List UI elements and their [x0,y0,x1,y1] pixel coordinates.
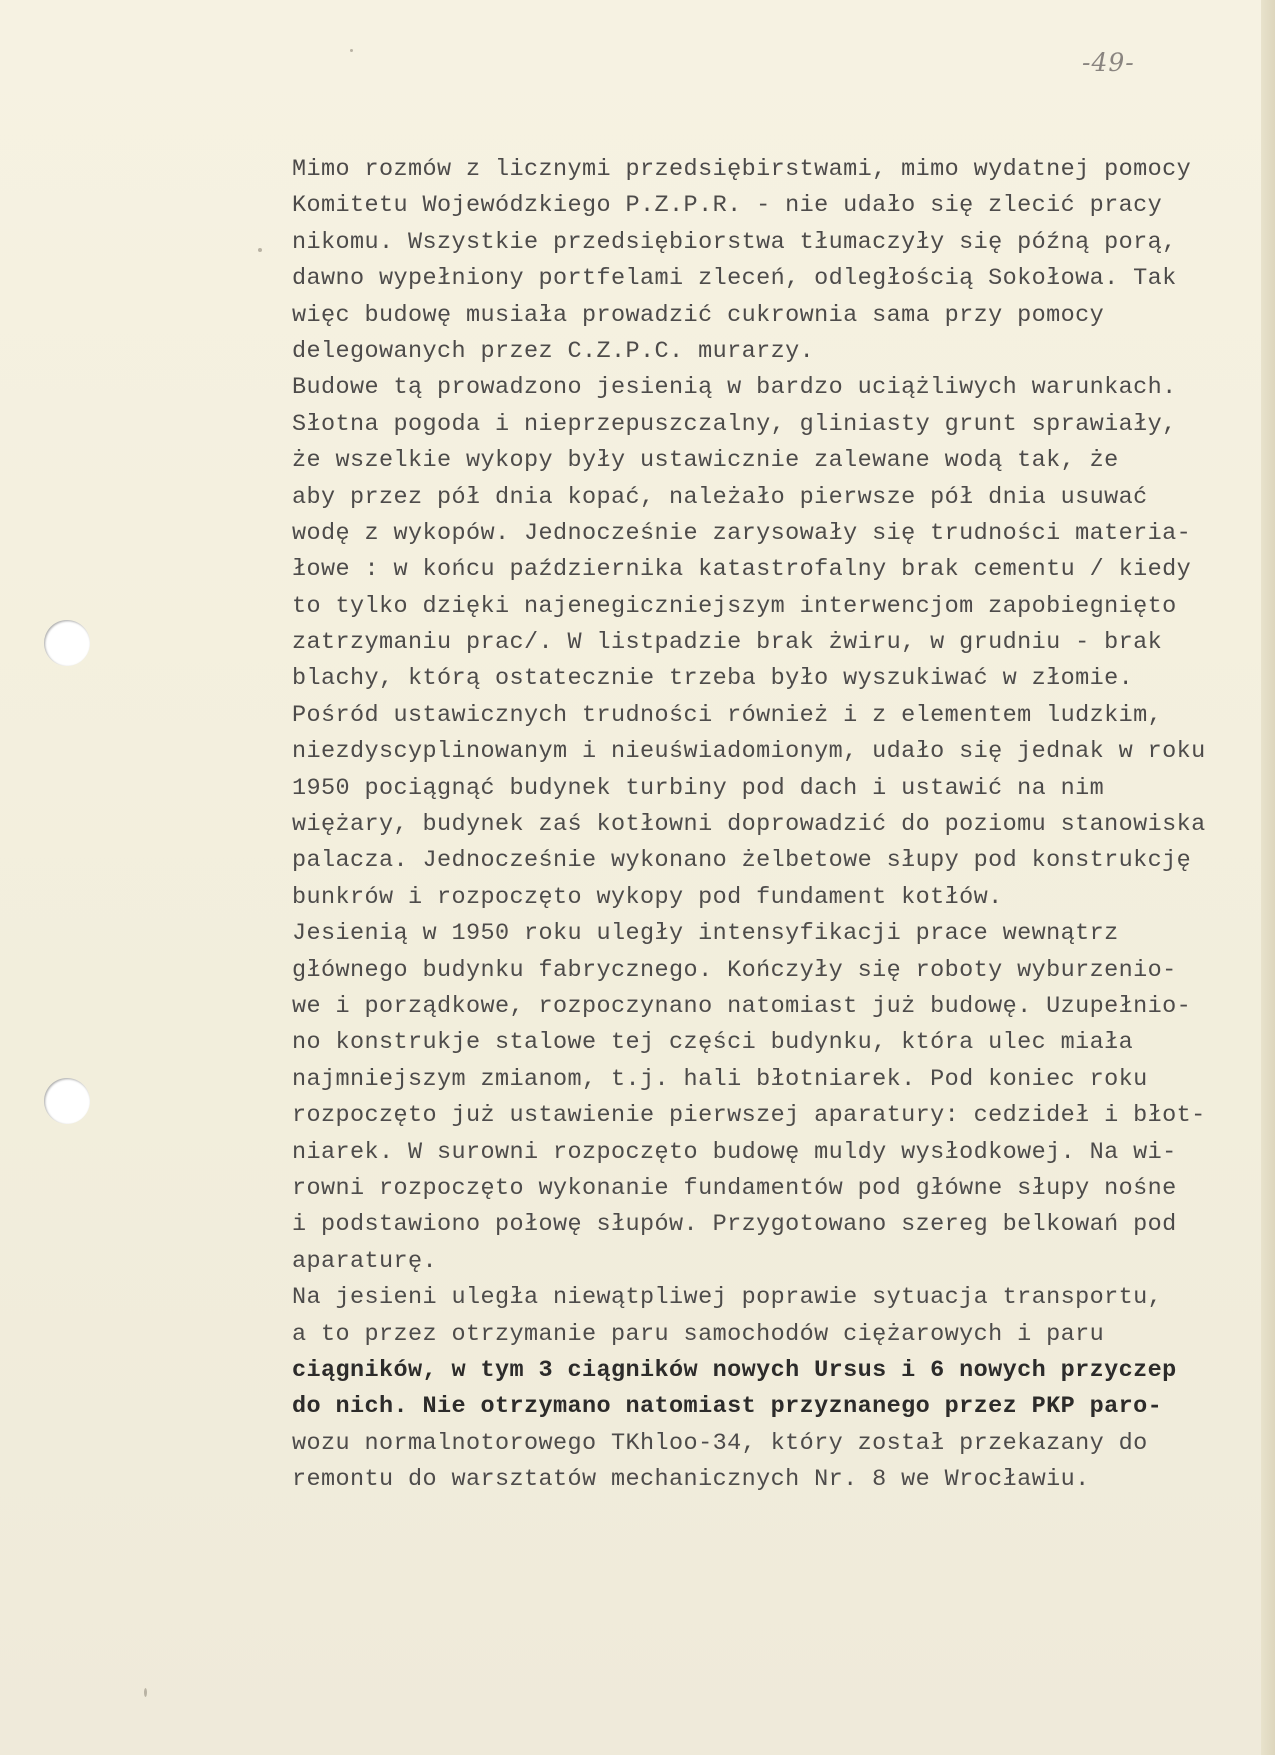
text-line: Budowe tą prowadzono jesienią w bardzo uciążliwych warunkach. [292,374,1177,402]
text-line: zatrzymaniu prac/. W listpadzie brak żwiru, w grudniu - brak [292,629,1163,657]
text-line: Mimo rozmów z licznymi przedsiębirstwami, mimo wydatnej pomocy [292,156,1192,183]
text-line: niezdyscyplinowanym i nieuświadomionym, udało się jednak w roku [292,738,1206,766]
text-line: łowe : w końcu października katastrofalny brak cementu / kiedy [292,556,1192,584]
text-line: we i porządkowe, rozpoczynano natomiast już budowę. Uzupełnio- [292,992,1192,1020]
text-line: więc budowę musiała prowadzić cukrownia sama przy pomocy [292,301,1105,329]
text-line: więżary, budynek zaś kotłowni doprowadzić do poziomu stanowiska [292,811,1206,839]
text-line: nikomu. Wszystkie przedsiębiorstwa tłumaczyły się późną porą, [292,228,1177,256]
text-line: blachy, którą ostatecznie trzeba było wyszukiwać w złomie. [292,665,1134,693]
text-line: Komitetu Wojewódzkiego P.Z.P.R. - nie udało się zlecić pracy [292,192,1163,220]
text-line: wodę z wykopów. Jednocześnie zarysowały się trudności materia- [292,519,1192,547]
text-line: Pośród ustawicznych trudności również i z elementem ludzkim, [292,701,1163,729]
punch-hole-lower [44,1078,90,1124]
text-line: rozpoczęto już ustawienie pierwszej aparatury: cedzideł i błot- [292,1102,1206,1130]
punch-hole-upper [44,620,90,666]
typewritten-body [292,152,1272,1498]
text-line: delegowanych przez C.Z.P.C. murarzy. [292,337,815,365]
text-line: głównego budynku fabrycznego. Kończyły się roboty wyburzenio- [292,956,1177,984]
text-line: Słotna pogoda i nieprzepuszczalny, gliniasty grunt sprawiały, [292,410,1177,438]
text-line: aparaturę. [292,1247,438,1275]
text-line: ciągników, w tym 3 ciągników nowych Ursus i 6 nowych przyczep [292,1356,1177,1384]
text-line: 1950 pociągnąć budynek turbiny pod dach i ustawić na nim [292,774,1105,802]
text-line: dawno wypełniony portfelami zleceń, odległością Sokołowa. Tak [292,265,1177,293]
text-line: rowni rozpoczęto wykonanie fundamentów pod główne słupy nośne [292,1174,1177,1202]
text-line: do nich. Nie otrzymano natomiast przyznanego przez PKP paro- [292,1393,1163,1421]
text-line: a to przez otrzymanie paru samochodów ciężarowych i paru [292,1320,1105,1348]
text-line: remontu do warsztatów mechanicznych Nr. 8 we Wrocławiu. [292,1466,1090,1494]
text-line: aby przez pół dnia kopać, należało pierwsze pół dnia usuwać [292,483,1148,511]
text-line: i podstawiono połowę słupów. Przygotowano szereg belkowań pod [292,1211,1177,1239]
paper-speck [144,1688,147,1697]
text-line: wozu normalnotorowego TKhloo-34, który został przekazany do [292,1429,1148,1457]
page-number: -49- [1082,48,1135,77]
text-line: bunkrów i rozpoczęto wykopy pod fundament kotłów. [292,883,1003,911]
text-line: to tylko dzięki najenegiczniejszym interwencjom zapobiegnięto [292,592,1177,620]
text-line: Na jesieni uległa niewątpliwej poprawie sytuacja transportu, [292,1284,1163,1312]
text-line: palacza. Jednocześnie wykonano żelbetowe słupy pod konstrukcję [292,847,1192,875]
text-line: najmniejszym zmianom, t.j. hali błotniarek. Pod koniec roku [292,1065,1148,1093]
paper-speck [350,49,353,52]
text-line: no konstrukje stalowe tej części budynku, która ulec miała [292,1029,1134,1057]
text-line: że wszelkie wykopy były ustawicznie zalewane wodą tak, że [292,447,1119,475]
text-line: niarek. W surowni rozpoczęto budowę muldy wysłodkowej. Na wi- [292,1138,1177,1166]
text-line: Jesienią w 1950 roku uległy intensyfikacji prace wewnątrz [292,920,1119,948]
paper-speck [258,248,262,252]
